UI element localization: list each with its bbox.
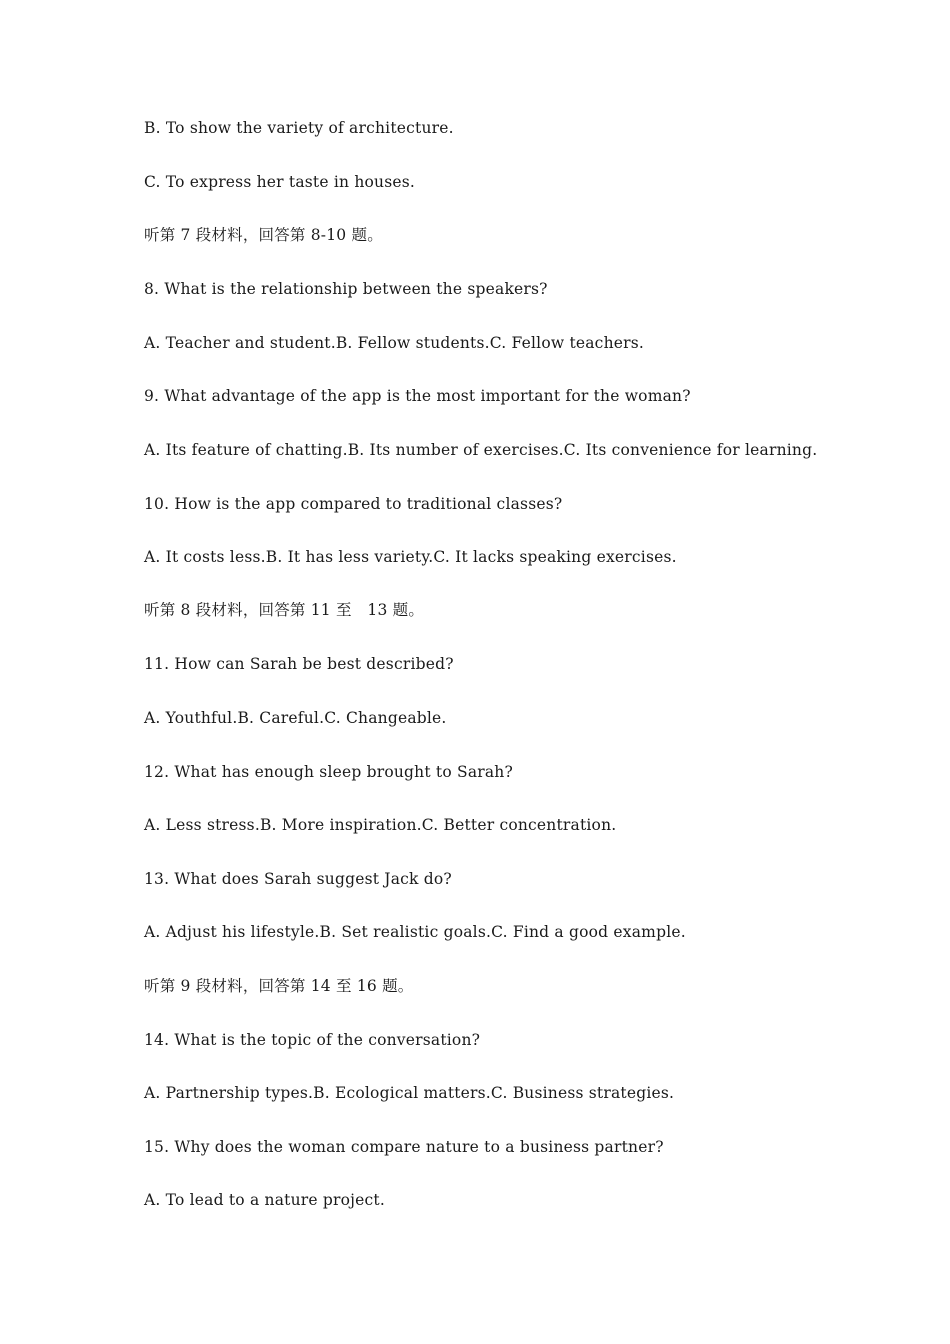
question-line: 13. What does Sarah suggest Jack do? [144,870,452,888]
question-line: 11. How can Sarah be best described? [144,655,454,673]
option-line: A. Its feature of chatting.B. Its number of exercises.C. Its convenience for learning. [144,441,818,459]
question-line: 12. What has enough sleep brought to Sarah? [144,763,513,781]
section-instruction: 听第 8 段材料，回答第 11 至 13 题。 [144,601,425,619]
option-line: A. Youthful.B. Careful.C. Changeable. [144,709,447,727]
question-line: 9. What advantage of the app is the most important for the woman? [144,387,691,405]
section-instruction: 听第 7 段材料，回答第 8-10 题。 [144,226,383,244]
option-line: A. Adjust his lifestyle.B. Set realistic goals.C. Find a good example. [144,923,686,941]
option-line: C. To express her taste in houses. [144,173,416,191]
option-line: A. Teacher and student.B. Fellow students.C. Fellow teachers. [144,334,645,352]
option-line: A. Less stress.B. More inspiration.C. Better concentration. [144,816,617,834]
question-line: 14. What is the topic of the conversation? [144,1031,481,1049]
question-line: 15. Why does the woman compare nature to a business partner? [144,1138,664,1156]
option-line: A. It costs less.B. It has less variety.C. It lacks speaking exercises. [144,548,677,566]
section-instruction: 听第 9 段材料，回答第 14 至 16 题。 [144,977,414,995]
question-line: 10. How is the app compared to traditional classes? [144,495,563,513]
question-line: 8. What is the relationship between the speakers? [144,280,548,298]
option-line: A. Partnership types.B. Ecological matters.C. Business strategies. [144,1084,675,1102]
option-line: A. To lead to a nature project. [144,1191,385,1209]
option-line: B. To show the variety of architecture. [144,119,454,137]
